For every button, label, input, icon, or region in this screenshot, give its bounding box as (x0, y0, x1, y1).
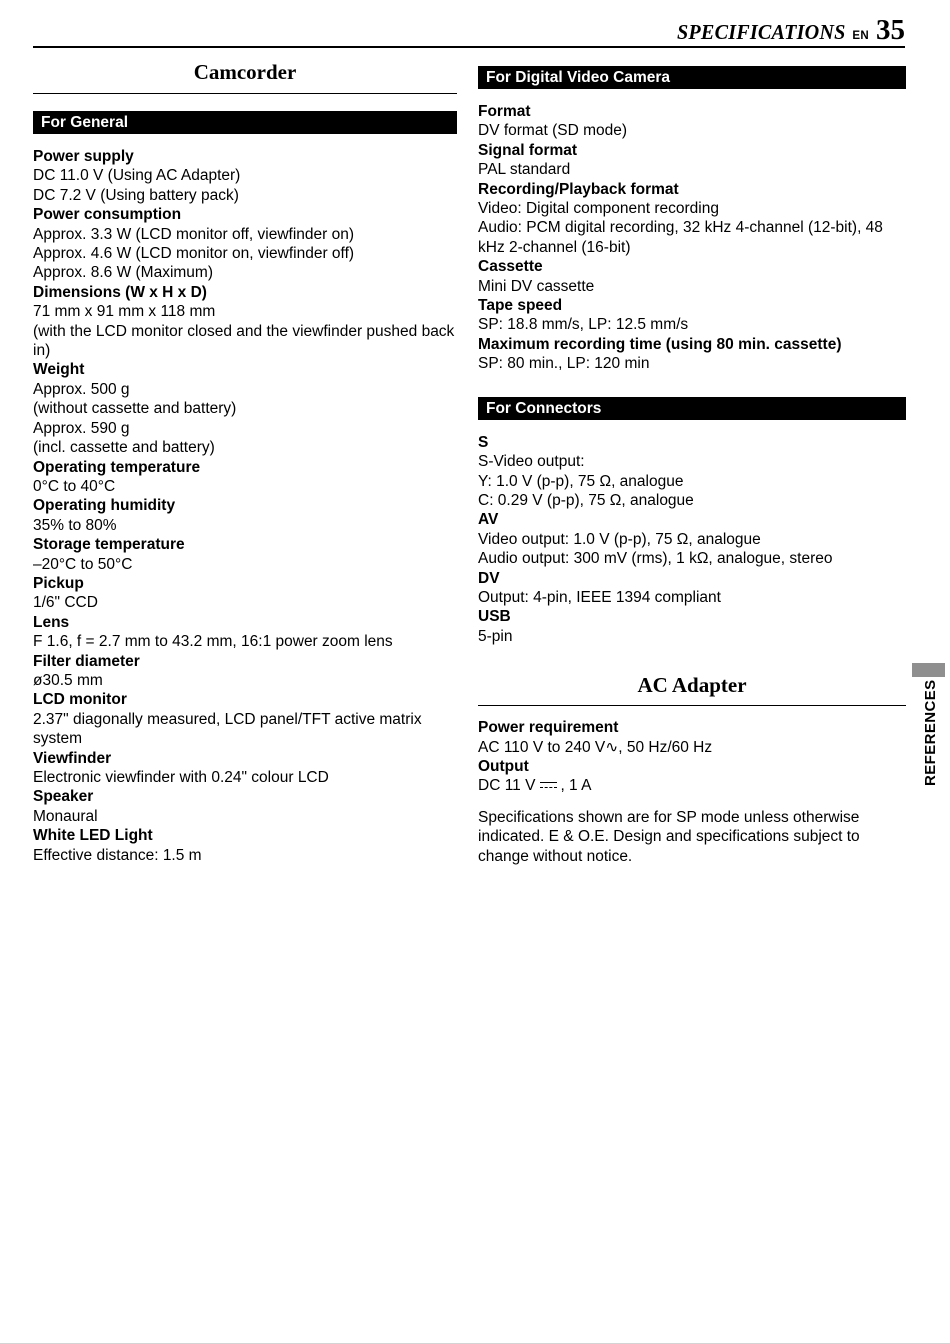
spec-entry (33, 574, 457, 613)
spec-label: Recording/Playback format (478, 180, 679, 198)
spec-value: SP: 80 min., LP: 120 min (478, 355, 650, 373)
section-for-connectors (478, 397, 906, 646)
left-column (33, 60, 457, 888)
spec-entry (33, 535, 457, 574)
spec-value: Approx. 500 g (33, 380, 130, 398)
spec-entry (478, 569, 906, 608)
spec-value: F 1.6, f = 2.7 mm to 43.2 mm, 16:1 power zoom lens (33, 633, 393, 651)
page-header (670, 16, 905, 46)
spec-value: 0°C to 40°C (33, 477, 116, 495)
spec-label: S (478, 433, 489, 451)
spec-label: USB (478, 608, 511, 626)
spec-value: Electronic viewfinder with 0.24" colour LCD (33, 769, 329, 786)
spec-entry (478, 335, 906, 374)
spec-value: Mini DV cassette (478, 277, 595, 295)
spec-label: Tape speed (478, 297, 563, 315)
section-ac-adapter (478, 673, 906, 866)
spec-entry (478, 102, 906, 141)
spec-value: S-Video output: (478, 453, 585, 471)
spec-entry (33, 787, 457, 826)
spec-label: DV (478, 569, 500, 587)
spec-value: DC 11.0 V (Using AC Adapter) (33, 167, 241, 185)
spec-entry (33, 205, 457, 283)
spec-label: Storage temperature (33, 536, 185, 554)
spec-value: PAL standard (478, 161, 571, 179)
spec-entry (478, 510, 906, 568)
spec-value: DC 7.2 V (Using battery pack) (33, 186, 239, 204)
references-tab-marker (912, 663, 945, 677)
camcorder-title: Camcorder (33, 60, 457, 94)
spec-entry (33, 147, 457, 205)
spec-value: Audio output: 300 mV (rms), 1 kΩ, analogue, stereo (478, 550, 833, 568)
spec-entry (33, 826, 457, 865)
spec-entry (478, 296, 906, 335)
spec-value: Output: 4-pin, IEEE 1394 compliant (478, 588, 721, 606)
note-text: Specifications shown are for SP mode unless otherwise indicated. E & O.E. Design and specifications subject to change without notice. (478, 808, 860, 865)
spec-value: C: 0.29 V (p-p), 75 Ω, analogue (478, 491, 694, 509)
spec-value: Effective distance: 1.5 m (33, 846, 202, 864)
spec-value: ø30.5 mm (33, 671, 103, 689)
spec-label: Dimensions (W x H x D) (33, 283, 207, 301)
spec-entry (33, 749, 457, 788)
spec-label: Operating temperature (33, 458, 201, 476)
dc-output-line (478, 776, 906, 795)
spec-label: Operating humidity (33, 497, 176, 515)
spec-entry (33, 360, 457, 457)
ac-adapter-title: AC Adapter (478, 673, 906, 706)
spec-value: 5-pin (478, 627, 513, 645)
spec-label: LCD monitor (33, 691, 127, 709)
spec-label: AV (478, 511, 499, 529)
spec-label: Pickup (33, 574, 84, 592)
spec-entry (33, 652, 457, 691)
spec-entry (478, 433, 906, 511)
spec-label: Output (478, 757, 529, 775)
spec-list-general (33, 147, 457, 865)
spec-value: Monaural (33, 807, 98, 825)
spec-label: Lens (33, 613, 70, 631)
spec-label: Power consumption (33, 206, 182, 224)
spec-value: SP: 18.8 mm/s, LP: 12.5 mm/s (478, 316, 689, 334)
spec-entry (33, 613, 457, 652)
spec-label: Cassette (478, 258, 543, 276)
spec-value: (with the LCD monitor closed and the viewfinder pushed back in) (33, 322, 455, 360)
spec-value: AC 110 V to 240 V∿, 50 Hz/60 Hz (478, 738, 713, 756)
spec-label: Viewfinder (33, 749, 112, 767)
spec-entry (33, 690, 457, 748)
section-header-bar: For General (33, 111, 457, 134)
spec-value: Video output: 1.0 V (p-p), 75 Ω, analogue (478, 530, 761, 548)
spec-value: Approx. 3.3 W (LCD monitor off, viewfinder on) (33, 225, 355, 243)
spec-label: Filter diameter (33, 652, 140, 670)
spec-entry (33, 283, 457, 361)
spec-label: Weight (33, 361, 85, 379)
spec-value: (incl. cassette and battery) (33, 439, 215, 457)
spec-list-connectors (478, 433, 906, 646)
spec-value: Video: Digital component recording (478, 200, 719, 218)
spec-label: Format (478, 103, 531, 120)
section-for-general (33, 111, 457, 865)
spec-value: Y: 1.0 V (p-p), 75 Ω, analogue (478, 472, 684, 490)
spec-value: , 1 A (560, 777, 592, 795)
spec-value: –20°C to 50°C (33, 555, 133, 573)
page-language: EN (852, 30, 869, 42)
spec-entry (478, 141, 906, 180)
spec-value: Audio: PCM digital recording, 32 kHz 4-channel (12-bit), 48 kHz 2-channel (16-bit) (478, 219, 883, 256)
section-header-bar: For Digital Video Camera (478, 66, 906, 89)
spec-label: Power requirement (478, 719, 619, 737)
spec-value: DV format (SD mode) (478, 122, 628, 140)
section-for-digital-video-camera (478, 66, 906, 374)
spec-list-digital-video-camera (478, 102, 906, 374)
specifications-title: SPECIFICATIONS (676, 20, 846, 44)
spec-label: Power supply (33, 148, 134, 165)
spec-label: Speaker (33, 788, 94, 806)
header-rule (33, 46, 905, 48)
spec-value: (without cassette and battery) (33, 400, 237, 418)
references-tab: REFERENCES (921, 679, 939, 786)
spec-value: Approx. 8.6 W (Maximum) (33, 264, 214, 282)
dc-current-icon (540, 782, 557, 788)
spec-entry (478, 257, 906, 296)
spec-value: 35% to 80% (33, 516, 117, 534)
spec-value: DC 11 V (478, 777, 536, 795)
right-column (478, 66, 906, 866)
spec-value: 1/6" CCD (33, 594, 98, 612)
spec-entry (478, 180, 906, 258)
spec-label: Maximum recording time (using 80 min. cassette) (478, 335, 842, 353)
spec-entry (478, 607, 906, 646)
spec-value: 2.37" diagonally measured, LCD panel/TFT active matrix system (33, 710, 422, 748)
section-header-bar: For Connectors (478, 397, 906, 420)
page-number: 35 (876, 14, 905, 46)
spec-value: Approx. 590 g (33, 419, 130, 437)
spec-label: Signal format (478, 141, 578, 159)
spec-entry (33, 458, 457, 497)
spec-entry (33, 496, 457, 535)
spec-label: White LED Light (33, 827, 153, 845)
spec-value: Approx. 4.6 W (LCD monitor on, viewfinder off) (33, 245, 355, 263)
spec-value: 71 mm x 91 mm x 118 mm (33, 303, 216, 321)
